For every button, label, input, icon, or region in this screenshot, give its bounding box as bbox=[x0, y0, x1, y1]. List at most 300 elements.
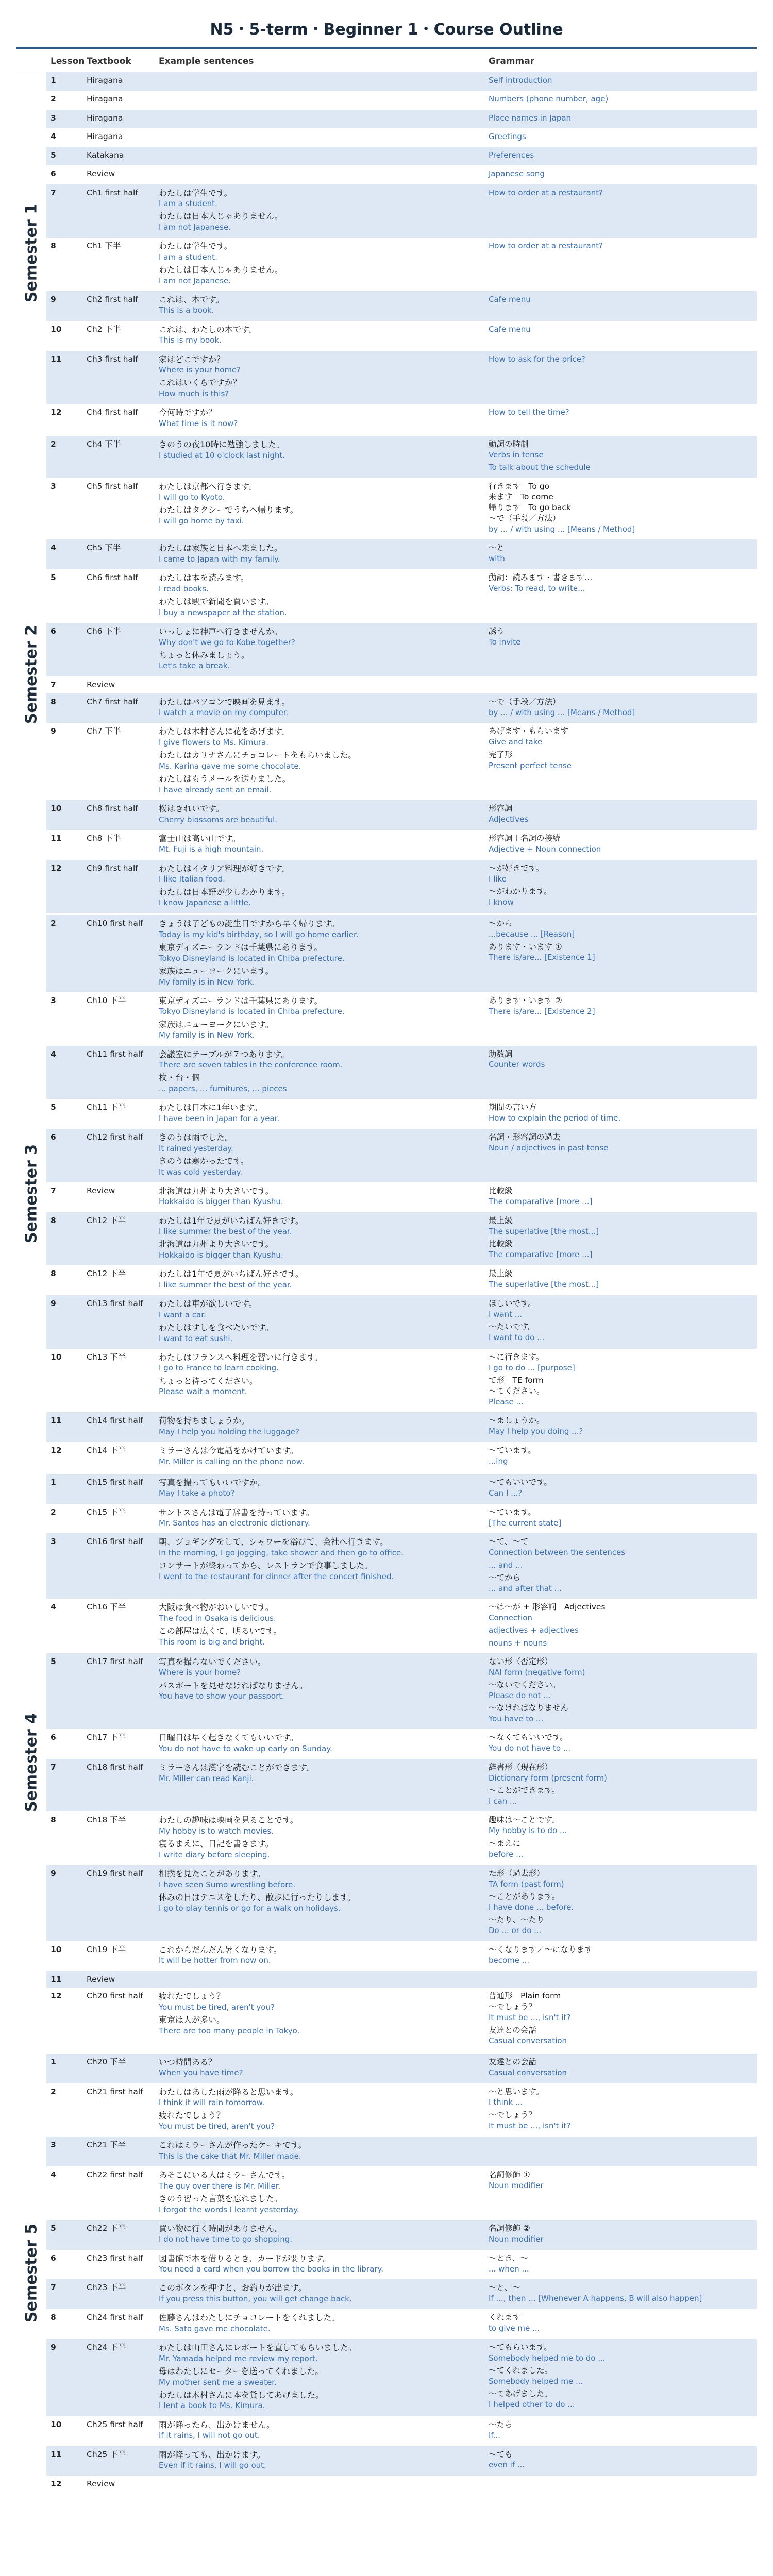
example-japanese: 北海道は九州より大きいです。 bbox=[159, 1239, 274, 1249]
textbook-chapter: Ch10 first half bbox=[87, 919, 143, 928]
example-english: Mt. Fuji is a high mountain. bbox=[159, 844, 264, 854]
example-sentences bbox=[155, 2137, 484, 2166]
grammar-points bbox=[484, 1653, 757, 1730]
table-row bbox=[46, 2083, 757, 2137]
grammar-japanese: て形 TE form bbox=[489, 1376, 544, 1385]
example-english: I will go home by taxi. bbox=[159, 516, 244, 526]
lesson-number: 2 bbox=[51, 919, 56, 928]
example-japanese: 荷物を持ちましょうか。 bbox=[159, 1416, 250, 1426]
grammar-japanese: ～ましょうか。 bbox=[489, 1416, 545, 1426]
textbook-chapter: Ch10 下半 bbox=[87, 995, 126, 1005]
grammar-english: even if ... bbox=[489, 2460, 525, 2470]
table-row bbox=[46, 569, 757, 623]
textbook-chapter: Ch15 first half bbox=[87, 1477, 143, 1487]
example-japanese: きのうは雨でした。 bbox=[159, 1132, 233, 1143]
grammar-english: You do not have to ... bbox=[489, 1743, 571, 1753]
example-japanese: 相撲を見たことがあります。 bbox=[159, 1869, 265, 1879]
grammar-english: by ... / with using ... [Means / Method] bbox=[489, 707, 635, 717]
textbook-chapter: Ch22 first half bbox=[87, 2170, 143, 2180]
lesson-number: 3 bbox=[51, 995, 56, 1005]
example-sentences bbox=[155, 2446, 484, 2476]
example-sentences bbox=[155, 351, 484, 404]
grammar-japanese: 帰ります To go back bbox=[489, 503, 571, 513]
example-japanese: 東京ディズニーランドは千葉県にあります。 bbox=[159, 995, 323, 1006]
example-japanese: わたしは日本語が少しわかります。 bbox=[159, 887, 290, 897]
example-english: Please wait a moment. bbox=[159, 1387, 247, 1397]
grammar-english: TA form (past form) bbox=[489, 1879, 564, 1889]
example-english: I want to eat sushi. bbox=[159, 1333, 233, 1343]
grammar-english: Casual conversation bbox=[489, 2067, 567, 2077]
example-english: It will be hotter from now on. bbox=[159, 1956, 271, 1965]
example-japanese: 買い物に行く時間がありません。 bbox=[159, 2223, 283, 2233]
example-japanese: わたしは駅で新聞を買います。 bbox=[159, 597, 274, 607]
lesson-number: 1 bbox=[51, 2057, 56, 2066]
grammar-points bbox=[484, 110, 757, 128]
example-english: The food in Osaka is delicious. bbox=[159, 1613, 276, 1623]
lesson-number: 8 bbox=[51, 241, 56, 251]
grammar-japanese: ない形（否定形） bbox=[489, 1656, 553, 1666]
grammar-english: How to ask for the price? bbox=[489, 354, 585, 364]
table-row bbox=[46, 1295, 757, 1349]
grammar-english: Do ... or do ... bbox=[489, 1926, 542, 1936]
lesson-number: 10 bbox=[51, 1944, 62, 1954]
grammar-english: Self introduction bbox=[489, 76, 552, 85]
example-sentences bbox=[155, 1182, 484, 1212]
example-japanese: きのうの夜10時に勉強しました。 bbox=[159, 439, 285, 450]
example-japanese: これは、わたしの本です。 bbox=[159, 324, 257, 334]
grammar-japanese: ～と、～ bbox=[489, 2283, 521, 2293]
example-japanese: 大阪は食べ物がおいしいです。 bbox=[159, 1602, 274, 1613]
lesson-number: 10 bbox=[51, 1352, 62, 1362]
example-japanese: わたしは山田さんにレポートを直してもらいました。 bbox=[159, 2343, 357, 2353]
textbook-chapter: Ch12 下半 bbox=[87, 1269, 126, 1279]
example-sentences bbox=[155, 147, 484, 165]
grammar-points bbox=[484, 1759, 757, 1811]
grammar-japanese: 普通形 Plain form bbox=[489, 1991, 561, 2001]
lesson-number: 2 bbox=[51, 439, 56, 449]
example-japanese: この部屋は広くて、明るいです。 bbox=[159, 1625, 282, 1636]
example-english: You must be tired, aren't you? bbox=[159, 2121, 275, 2131]
example-sentences bbox=[155, 1653, 484, 1730]
semester-rows bbox=[46, 915, 757, 1471]
example-japanese: わたしの趣味は映画を見ることです。 bbox=[159, 1815, 298, 1825]
table-row bbox=[46, 2220, 757, 2250]
textbook-chapter: Review bbox=[87, 169, 115, 179]
grammar-points bbox=[484, 1046, 757, 1099]
example-sentences bbox=[155, 1046, 484, 1099]
lesson-number: 6 bbox=[51, 626, 56, 636]
header-examples: Example sentences bbox=[159, 56, 254, 66]
lesson-number: 5 bbox=[51, 1103, 56, 1112]
lesson-number: 6 bbox=[51, 1132, 56, 1142]
grammar-points bbox=[484, 1212, 757, 1266]
semester-label-text: Semester 3 bbox=[22, 1144, 41, 1243]
grammar-japanese: ～たり、～たり bbox=[489, 1915, 545, 1925]
grammar-points bbox=[484, 1941, 757, 1971]
example-japanese: わたしは日本人じゃありません。 bbox=[159, 211, 283, 222]
example-sentences bbox=[155, 800, 484, 830]
example-japanese: わたしはパソコンで映画を見ます。 bbox=[159, 697, 290, 707]
example-english: Let's take a break. bbox=[159, 661, 230, 671]
example-english: Where is your home? bbox=[159, 365, 241, 375]
example-japanese: わたしは家族と日本へ来ました。 bbox=[159, 543, 283, 553]
example-sentences bbox=[155, 1442, 484, 1472]
grammar-english: If ..., then ... [Whenever A happens, B will also happen] bbox=[489, 2294, 702, 2303]
lesson-number: 5 bbox=[51, 1656, 56, 1666]
textbook-chapter: Review bbox=[87, 680, 115, 689]
example-sentences bbox=[155, 165, 484, 184]
grammar-japanese: 友達との会話 bbox=[489, 2057, 537, 2066]
grammar-english: I have done ... before. bbox=[489, 1903, 574, 1912]
grammar-japanese: ～まえに bbox=[489, 1838, 521, 1848]
grammar-english: There is/are... [Existence 1] bbox=[489, 953, 595, 962]
example-sentences bbox=[155, 2339, 484, 2416]
example-english: There are too many people in Tokyo. bbox=[159, 2026, 300, 2036]
grammar-points bbox=[484, 72, 757, 91]
grammar-points bbox=[484, 1599, 757, 1653]
example-sentences bbox=[155, 1212, 484, 1266]
grammar-english: How to explain the period of time. bbox=[489, 1113, 621, 1123]
example-sentences bbox=[155, 128, 484, 147]
example-english: May I help you holding the luggage? bbox=[159, 1427, 299, 1436]
table-row bbox=[46, 238, 757, 291]
grammar-english: The comparative [more ...] bbox=[489, 1196, 593, 1206]
example-english: There are seven tables in the conference room. bbox=[159, 1060, 343, 1070]
semester-label-text: Semester 1 bbox=[22, 203, 41, 303]
grammar-japanese: 形容詞 bbox=[489, 803, 513, 813]
example-japanese: あそこにいる人はミラーさんです。 bbox=[159, 2170, 290, 2180]
grammar-english: Give and take bbox=[489, 737, 543, 747]
grammar-points bbox=[484, 1533, 757, 1599]
textbook-chapter: Ch5 first half bbox=[87, 481, 138, 491]
example-english: I want a car. bbox=[159, 1310, 206, 1319]
example-japanese: わたしは木村さんに花をあげます。 bbox=[159, 726, 290, 737]
example-japanese: わたしはフランスへ料理を習いに行きます。 bbox=[159, 1352, 323, 1362]
example-english: If it rains, I will not go out. bbox=[159, 2431, 260, 2441]
grammar-japanese: あげます・もらいます bbox=[489, 726, 569, 736]
example-english: I am a student. bbox=[159, 252, 217, 262]
table-row bbox=[46, 1811, 757, 1865]
table-row bbox=[46, 165, 757, 184]
grammar-japanese: ～と思います。 bbox=[489, 2087, 544, 2096]
grammar-english: Greetings bbox=[489, 131, 526, 141]
grammar-japanese: た形（過去形） bbox=[489, 1869, 545, 1878]
grammar-points bbox=[484, 1412, 757, 1442]
textbook-chapter: Ch1 下半 bbox=[87, 241, 121, 251]
semester-block bbox=[16, 915, 757, 1473]
grammar-japanese: 動詞の時制 bbox=[489, 439, 529, 449]
grammar-japanese: くれます bbox=[489, 2313, 521, 2323]
example-english: If you press this button, you will get change back. bbox=[159, 2294, 352, 2304]
textbook-chapter: Ch24 first half bbox=[87, 2313, 143, 2323]
grammar-english: Connection bbox=[489, 1613, 532, 1622]
example-japanese: これは、本です。 bbox=[159, 294, 224, 304]
example-japanese: これからだんだん暑くなります。 bbox=[159, 1944, 282, 1955]
textbook-chapter: Ch5 下半 bbox=[87, 543, 121, 553]
textbook-chapter: Ch3 first half bbox=[87, 354, 138, 364]
grammar-japanese: ～てください。 bbox=[489, 1386, 545, 1396]
lesson-number: 10 bbox=[51, 803, 62, 813]
grammar-japanese: ～でしょう？ bbox=[489, 2002, 537, 2012]
table-row bbox=[46, 2339, 757, 2416]
grammar-japanese: 助数詞 bbox=[489, 1049, 513, 1059]
example-sentences bbox=[155, 569, 484, 623]
grammar-japanese: ～でしょう？ bbox=[489, 2110, 537, 2120]
grammar-points bbox=[484, 1865, 757, 1941]
semester-label-text: Semester 4 bbox=[22, 1713, 41, 1812]
grammar-japanese: 動詞：読みます・書きます… bbox=[489, 573, 593, 583]
textbook-chapter: Ch17 下半 bbox=[87, 1733, 126, 1742]
lesson-number: 7 bbox=[51, 188, 56, 197]
example-english: How much is this? bbox=[159, 389, 229, 398]
textbook-chapter: Hiragana bbox=[87, 113, 123, 123]
table-row bbox=[46, 1265, 757, 1295]
grammar-points bbox=[484, 2137, 757, 2166]
textbook-chapter: Ch23 下半 bbox=[87, 2283, 126, 2293]
grammar-english: Verbs: To read, to write... bbox=[489, 584, 585, 594]
grammar-japanese: ～が好きです。 bbox=[489, 863, 544, 873]
textbook-chapter: Ch13 first half bbox=[87, 1299, 143, 1309]
example-japanese: わたしはあした雨が降ると思います。 bbox=[159, 2087, 298, 2097]
example-english: This is a book. bbox=[159, 306, 214, 315]
grammar-points bbox=[484, 404, 757, 434]
header-grammar: Grammar bbox=[489, 56, 535, 66]
grammar-english: I go to do ... [purpose] bbox=[489, 1363, 575, 1372]
lesson-number: 2 bbox=[51, 2087, 56, 2096]
example-sentences bbox=[155, 1504, 484, 1534]
lesson-number: 9 bbox=[51, 2343, 56, 2352]
table-row bbox=[46, 1759, 757, 1811]
lesson-number: 10 bbox=[51, 324, 62, 334]
textbook-chapter: Ch8 first half bbox=[87, 803, 138, 813]
grammar-points bbox=[484, 2476, 757, 2493]
grammar-english: to give me ... bbox=[489, 2324, 540, 2333]
semester-label-text: Semester 5 bbox=[22, 2223, 41, 2323]
grammar-english: How to tell the time? bbox=[489, 408, 569, 417]
example-english: My family is in New York. bbox=[159, 1030, 255, 1040]
grammar-points bbox=[484, 1504, 757, 1534]
example-japanese: わたしは学生です。 bbox=[159, 188, 232, 198]
lesson-number: 8 bbox=[51, 1269, 56, 1279]
example-japanese: 日曜日は早く起きなくてもいいです。 bbox=[159, 1733, 298, 1743]
example-sentences bbox=[155, 1941, 484, 1971]
grammar-points bbox=[484, 1349, 757, 1412]
example-japanese: 雨が降ったら、出かけません。 bbox=[159, 2419, 275, 2430]
example-japanese: 富士山は高い山です。 bbox=[159, 833, 241, 843]
grammar-points bbox=[484, 321, 757, 351]
grammar-japanese: ～ても bbox=[489, 2449, 513, 2459]
example-sentences bbox=[155, 1759, 484, 1811]
lesson-number: 11 bbox=[51, 2449, 62, 2459]
grammar-japanese: ほしいです。 bbox=[489, 1299, 536, 1309]
textbook-chapter: Ch21 first half bbox=[87, 2087, 143, 2096]
example-sentences bbox=[155, 723, 484, 800]
grammar-english: ... when ... bbox=[489, 2264, 529, 2274]
table-row bbox=[46, 478, 757, 540]
table-row bbox=[46, 2137, 757, 2166]
textbook-chapter: Review bbox=[87, 1185, 115, 1195]
grammar-english: ... and after that ... bbox=[489, 1583, 562, 1593]
example-sentences bbox=[155, 1129, 484, 1182]
lesson-number: 8 bbox=[51, 1815, 56, 1825]
grammar-japanese: 誘う bbox=[489, 626, 505, 636]
example-japanese: 家族はニューヨークにいます。 bbox=[159, 966, 274, 976]
grammar-english: before ... bbox=[489, 1849, 524, 1859]
lesson-number: 7 bbox=[51, 1185, 56, 1195]
grammar-points bbox=[484, 2250, 757, 2280]
example-japanese: わたしは車が欲しいです。 bbox=[159, 1299, 257, 1309]
example-japanese: これはミラーさんが作ったケーキです。 bbox=[159, 2140, 307, 2150]
table-row bbox=[46, 404, 757, 434]
example-sentences bbox=[155, 91, 484, 109]
example-english: I lent a book to Ms. Kimura. bbox=[159, 2401, 265, 2411]
grammar-english: Japanese song bbox=[489, 169, 545, 179]
lesson-number: 1 bbox=[51, 76, 56, 85]
table-row bbox=[46, 1533, 757, 1599]
example-english: Tokyo Disneyland is located in Chiba prefecture. bbox=[159, 1007, 345, 1016]
example-sentences bbox=[155, 1599, 484, 1653]
lesson-number: 3 bbox=[51, 2140, 56, 2150]
grammar-japanese: 形容詞＋名詞の接続 bbox=[489, 833, 561, 843]
example-japanese: わたしはもうメールを送りました。 bbox=[159, 774, 291, 784]
example-japanese: 休みの日はテニスをしたり、散歩に行ったりします。 bbox=[159, 1892, 356, 1902]
table-row bbox=[46, 2250, 757, 2280]
example-japanese: 母はわたしにセーターを送ってくれました。 bbox=[159, 2366, 324, 2376]
grammar-points bbox=[484, 693, 757, 723]
lesson-number: 7 bbox=[51, 1762, 56, 1772]
example-sentences bbox=[155, 539, 484, 569]
grammar-english: How to order at a restaurant? bbox=[489, 241, 603, 251]
example-japanese: 東京ディズニーランドは千葉県にあります。 bbox=[159, 942, 323, 953]
textbook-chapter: Ch18 first half bbox=[87, 1762, 143, 1772]
grammar-japanese: ～ことがあります。 bbox=[489, 1892, 560, 1902]
table-row bbox=[46, 2309, 757, 2339]
grammar-points bbox=[484, 2446, 757, 2476]
lesson-number: 8 bbox=[51, 1215, 56, 1225]
example-english: I studied at 10 o'clock last night. bbox=[159, 450, 285, 460]
example-english: My mother sent me a sweater. bbox=[159, 2377, 277, 2387]
lesson-number: 8 bbox=[51, 2313, 56, 2323]
example-sentences bbox=[155, 2083, 484, 2137]
lesson-number: 2 bbox=[51, 1507, 56, 1517]
lesson-number: 12 bbox=[51, 2479, 62, 2489]
textbook-chapter: Ch18 下半 bbox=[87, 1815, 126, 1825]
grammar-english: It must be ..., isn't it? bbox=[489, 2121, 571, 2130]
grammar-english: To talk about the schedule bbox=[489, 463, 591, 472]
example-japanese: 図書館で本を借りるとき、カードが要ります。 bbox=[159, 2253, 331, 2263]
grammar-points bbox=[484, 165, 757, 184]
example-sentences bbox=[155, 72, 484, 91]
grammar-japanese: 完了形 bbox=[489, 750, 513, 759]
example-sentences bbox=[155, 2416, 484, 2446]
grammar-points bbox=[484, 2309, 757, 2339]
textbook-chapter: Ch7 first half bbox=[87, 697, 138, 706]
lesson-number: 11 bbox=[51, 1974, 62, 1984]
lesson-number: 4 bbox=[51, 543, 56, 553]
textbook-chapter: Katakana bbox=[87, 150, 124, 160]
grammar-japanese: ～で（手段／方法） bbox=[489, 697, 561, 706]
textbook-chapter: Ch14 下半 bbox=[87, 1445, 126, 1455]
grammar-japanese: 辞書形（現在形） bbox=[489, 1762, 553, 1772]
example-japanese: わたしは1年で夏がいちばん好きです。 bbox=[159, 1215, 304, 1226]
textbook-chapter: Ch11 下半 bbox=[87, 1103, 126, 1112]
example-sentences bbox=[155, 693, 484, 723]
grammar-english: Noun modifier bbox=[489, 2180, 544, 2190]
example-english: Hokkaido is bigger than Kyushu. bbox=[159, 1250, 283, 1260]
lesson-number: 11 bbox=[51, 833, 62, 843]
textbook-chapter: Review bbox=[87, 2479, 115, 2489]
textbook-chapter: Ch21 下半 bbox=[87, 2140, 126, 2150]
grammar-english: Adjectives bbox=[489, 814, 529, 824]
table-row bbox=[46, 1474, 757, 1504]
example-japanese: いつ時間ある？ bbox=[159, 2057, 217, 2067]
example-sentences bbox=[155, 2250, 484, 2280]
lesson-number: 4 bbox=[51, 2170, 56, 2180]
example-japanese: 東京は人が多い。 bbox=[159, 2015, 225, 2025]
example-english: May I take a photo? bbox=[159, 1488, 235, 1498]
example-sentences bbox=[155, 2166, 484, 2220]
grammar-points bbox=[484, 128, 757, 147]
textbook-chapter: Ch25 下半 bbox=[87, 2449, 126, 2459]
grammar-japanese: ～くなります／～になります bbox=[489, 1944, 593, 1954]
grammar-japanese: 名詞修飾 ② bbox=[489, 2223, 530, 2233]
example-english: My family is in New York. bbox=[159, 977, 255, 987]
grammar-english: Preferences bbox=[489, 150, 534, 160]
textbook-chapter: Ch24 下半 bbox=[87, 2343, 126, 2352]
grammar-points bbox=[484, 1442, 757, 1472]
semester-label-text: Semester 2 bbox=[22, 625, 41, 724]
grammar-english: I know bbox=[489, 897, 514, 907]
example-english: I forgot the words I learnt yesterday. bbox=[159, 2205, 299, 2214]
textbook-chapter: Ch12 下半 bbox=[87, 1215, 126, 1225]
textbook-chapter: Ch14 first half bbox=[87, 1416, 143, 1426]
grammar-points bbox=[484, 91, 757, 109]
textbook-chapter: Ch20 下半 bbox=[87, 2057, 126, 2066]
example-sentences bbox=[155, 1971, 484, 1988]
grammar-english: Noun modifier bbox=[489, 2234, 544, 2244]
grammar-points bbox=[484, 2166, 757, 2220]
example-japanese: きのう習った言葉を忘れました。 bbox=[159, 2193, 283, 2204]
table-row bbox=[46, 2446, 757, 2476]
table-row bbox=[46, 1504, 757, 1534]
textbook-chapter: Ch2 first half bbox=[87, 294, 138, 304]
grammar-points bbox=[484, 238, 757, 291]
grammar-english: Please ... bbox=[489, 1397, 524, 1406]
grammar-english: Adjective + Noun connection bbox=[489, 844, 601, 854]
semester-rows bbox=[46, 72, 757, 434]
table-row bbox=[46, 800, 757, 830]
example-japanese: これはいくらですか？ bbox=[159, 378, 241, 388]
grammar-english: Can I ...? bbox=[489, 1488, 523, 1498]
example-japanese: 寝るまえに、日記を書きます。 bbox=[159, 1839, 274, 1849]
textbook-chapter: Ch4 下半 bbox=[87, 439, 121, 449]
example-english: I like Italian food. bbox=[159, 874, 225, 884]
grammar-japanese: ～ことができます。 bbox=[489, 1786, 560, 1795]
grammar-english: by ... / with using ... [Means / Method] bbox=[489, 524, 635, 534]
table-row bbox=[46, 623, 757, 676]
table-row bbox=[46, 860, 757, 913]
textbook-chapter: Ch13 下半 bbox=[87, 1352, 126, 1362]
textbook-chapter: Ch25 first half bbox=[87, 2419, 143, 2429]
table-row bbox=[46, 2416, 757, 2446]
table-row bbox=[46, 1349, 757, 1412]
example-english: I will go to Kyoto. bbox=[159, 493, 225, 502]
grammar-japanese: ～てから bbox=[489, 1572, 521, 1582]
grammar-points bbox=[484, 539, 757, 569]
textbook-chapter: Ch19 下半 bbox=[87, 1944, 126, 1954]
table-row bbox=[46, 992, 757, 1046]
grammar-japanese: 趣味は～ことです。 bbox=[489, 1815, 560, 1825]
